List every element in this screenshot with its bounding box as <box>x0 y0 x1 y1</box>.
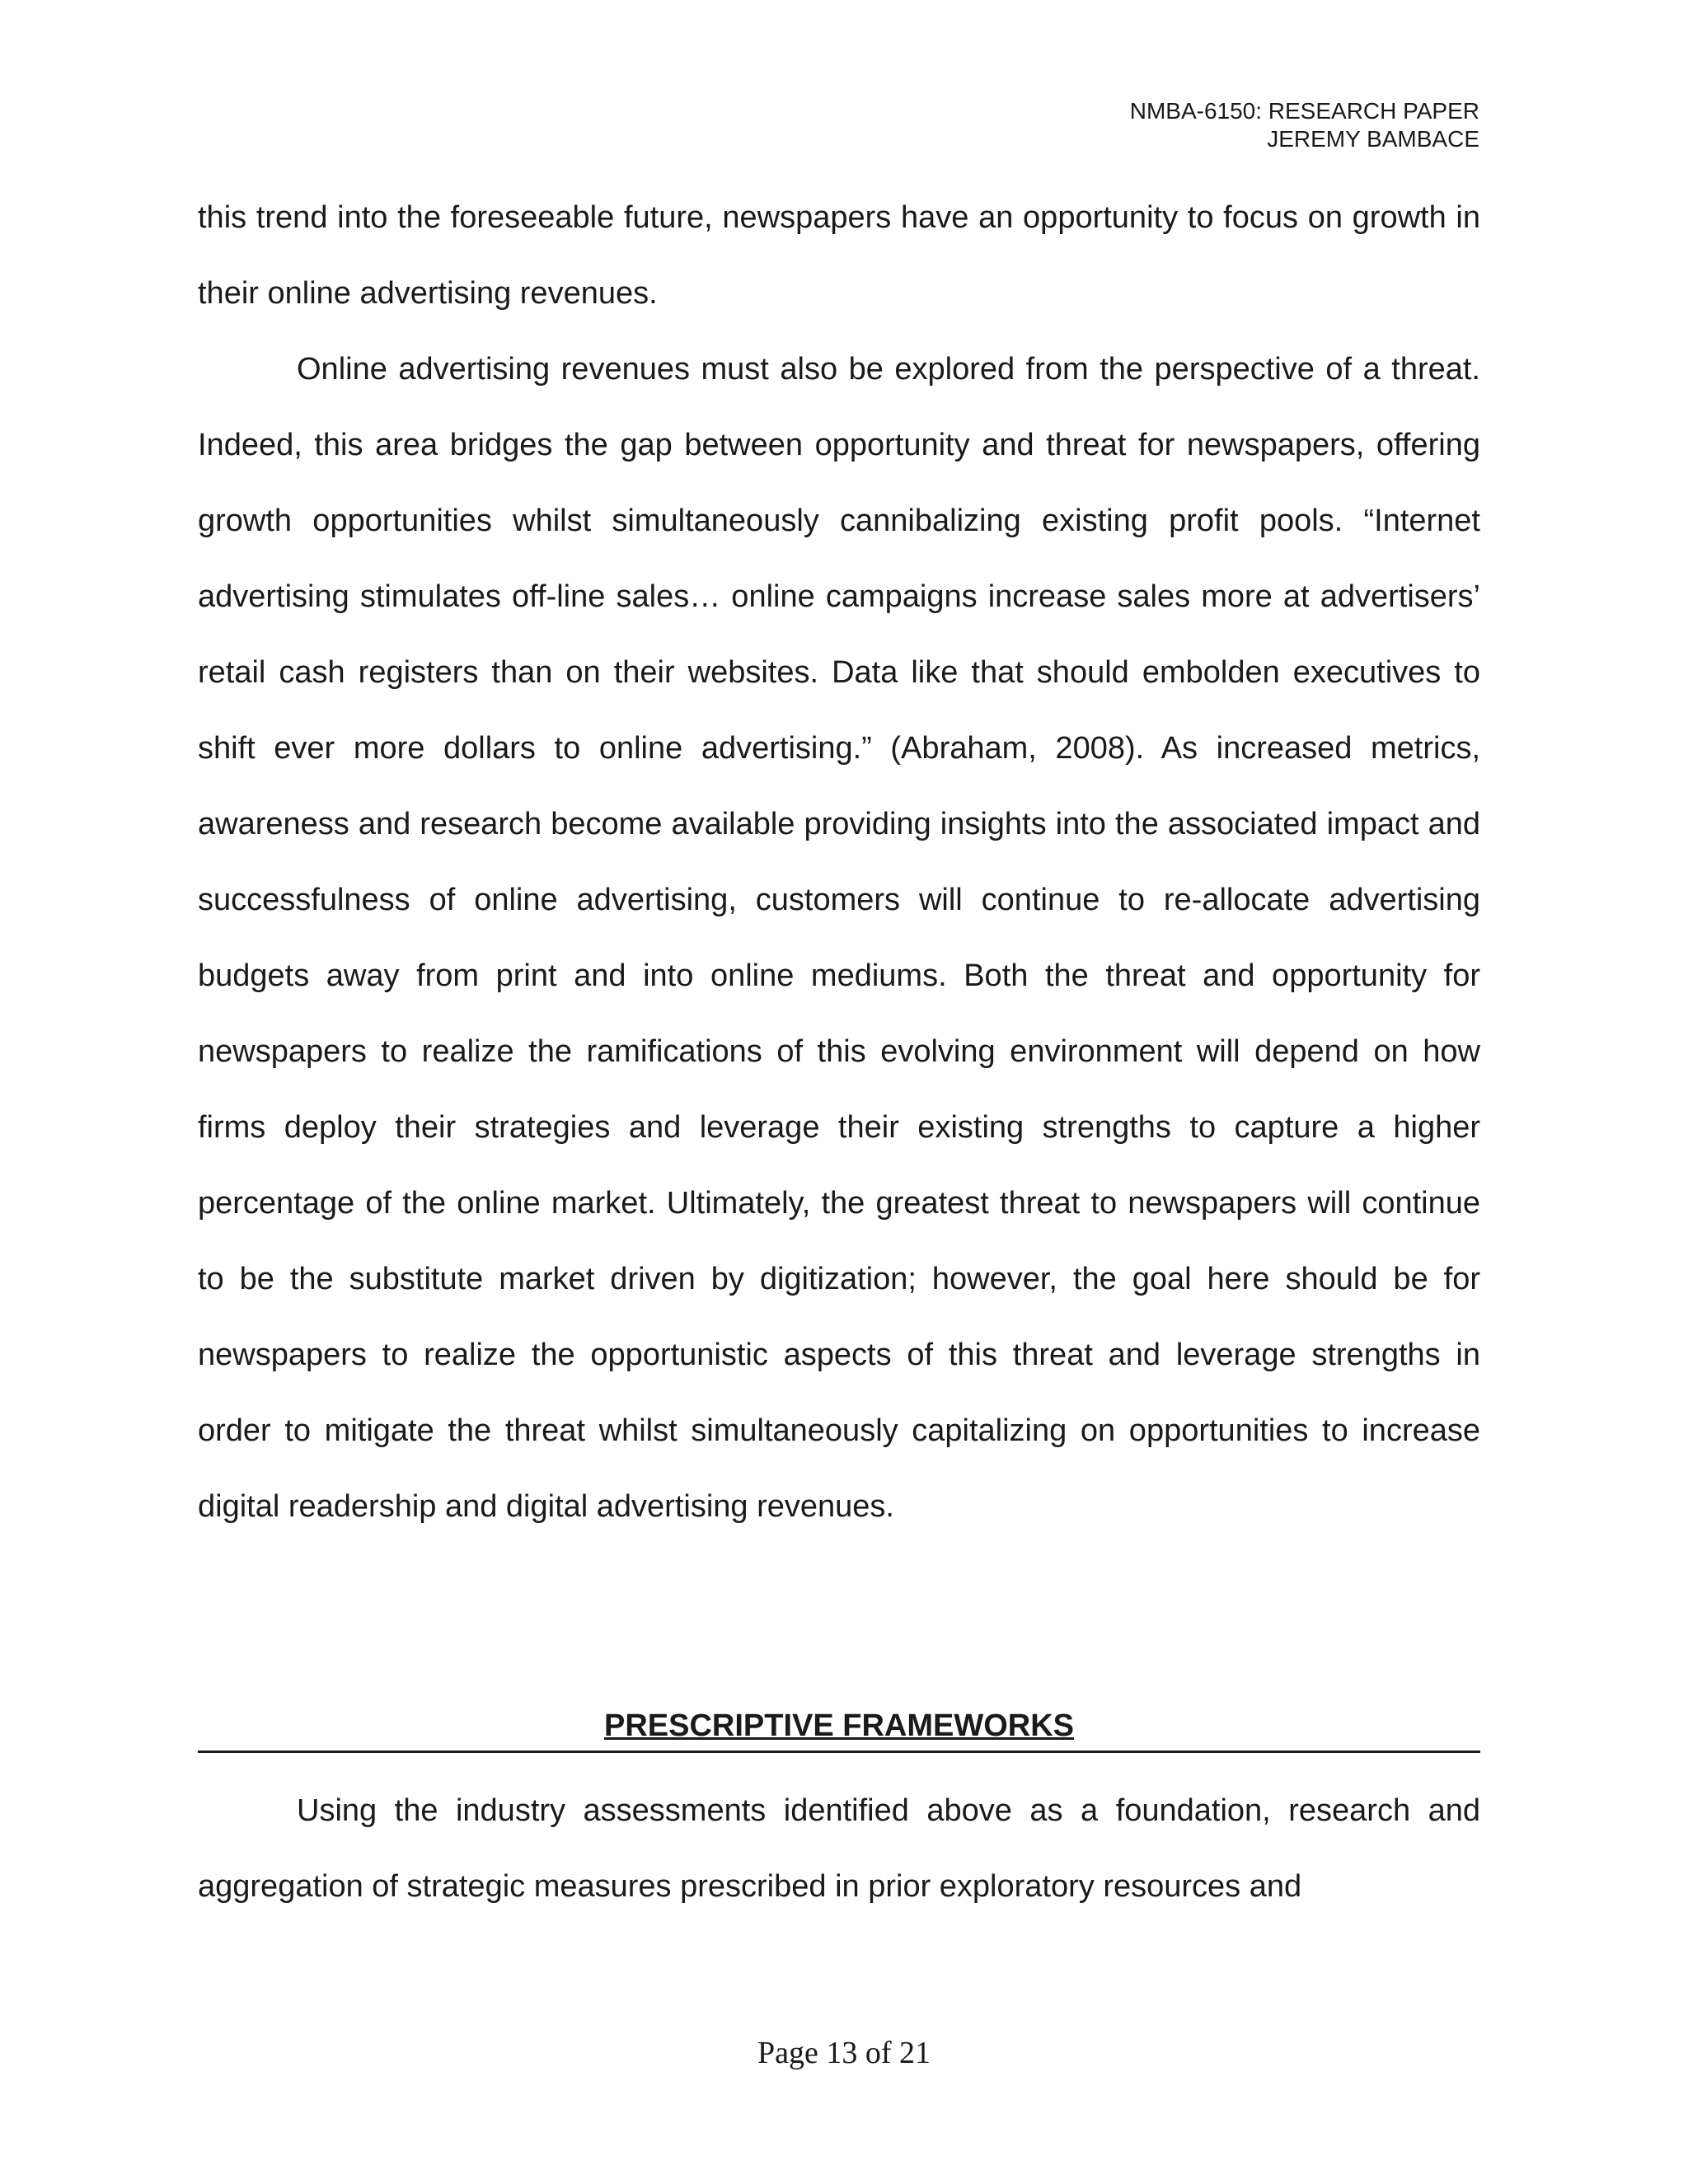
header-author-name: JEREMY BAMBACE <box>1267 126 1479 152</box>
body-text-top <box>198 180 1480 1544</box>
section-heading-prescriptive-frameworks: PRESCRIPTIVE FRAMEWORKS <box>603 1708 1075 1743</box>
paragraph-industry-assessments: Using the industry assessments identified above as a foundation, research and aggregation of strategic measures prescribed in prior exploratory resources and <box>198 1793 1480 1904</box>
page-number-footer: Page 13 of 21 <box>757 2036 931 2070</box>
header-course-title: NMBA-6150: RESEARCH PAPER <box>1129 98 1479 124</box>
body-text-bottom <box>198 1773 1480 1924</box>
paragraph-continuation: this trend into the foreseeable future, newspapers have an opportunity to focus on growth in their online advertising revenues. <box>198 200 1480 311</box>
section-divider-line <box>198 1750 1480 1753</box>
paragraph-online-advertising-threat: Online advertising revenues must also be explored from the perspective of a threat. Indeed, this area bridges the gap between opportunity and threat for newspapers, offering growth opportunities whilst simultaneously cannibalizing existing profit pools. “Internet advertising stimulates off-line sales… online campaigns increase sales more at advertisers’ retail cash registers than on their websites. Data like that should embolden executives to shift ever more dollars to online advertising.” (Abraham, 2008). As increased metrics, awareness and research become available providing insights into the associated impact and successfulness of online advertising, customers will continue to re-allocate advertising budgets away from print and into online mediums. Both the threat and opportunity for newspapers to realize the ramifications of this evolving environment will depend on how firms deploy their strategies and leverage their existing strengths to capture a higher percentage of the online market. Ultimately, the greatest threat to newspapers will continue to be the substitute market driven by digitization; however, the goal here should be for newspapers to realize the opportunistic aspects of this threat and leverage strengths in order to mitigate the threat whilst simultaneously capitalizing on opportunities to increase digital readership and digital advertising revenues. <box>198 352 1480 1524</box>
running-header <box>1130 97 1479 153</box>
